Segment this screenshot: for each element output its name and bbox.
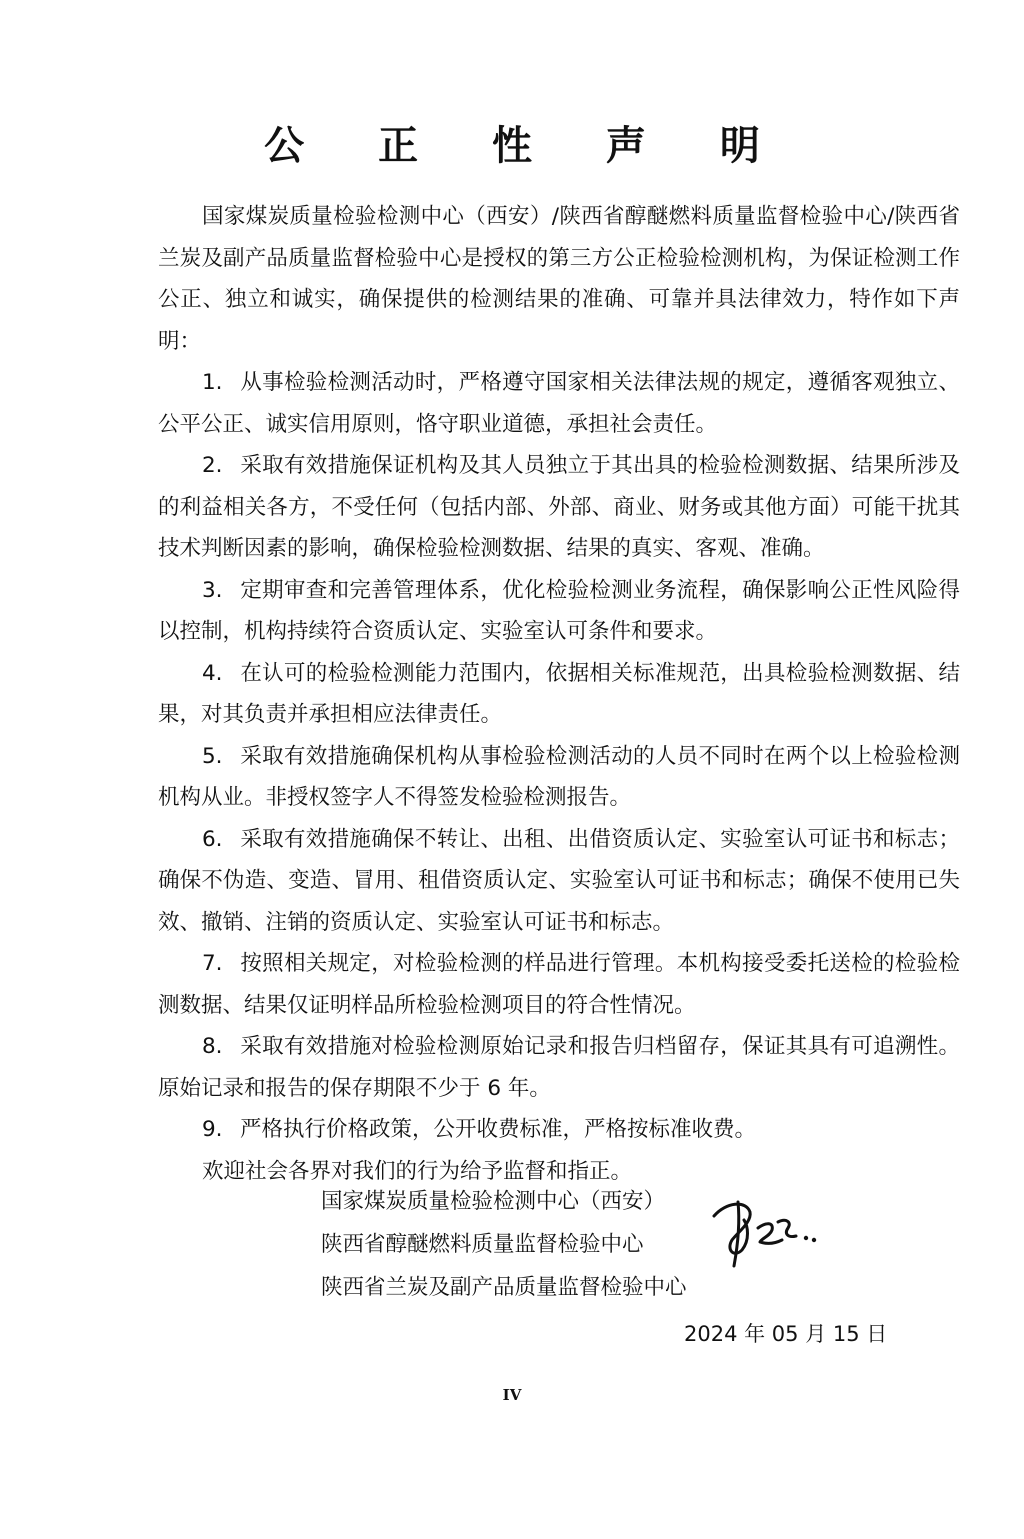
declaration-item-9 (158, 1109, 960, 1151)
declaration-item-4 (158, 653, 960, 736)
item-number: 9. (202, 1117, 223, 1142)
item-text: 从事检验检测活动时，严格遵守国家相关法律法规的规定，遵循客观独立、公平公正、诚实信用原则，恪守职业道德，承担社会责任。 (158, 370, 960, 437)
item-text: 在认可的检验检测能力范围内，依据相关标准规范，出具检验检测数据、结果，对其负责并承担相应法律责任。 (158, 660, 960, 727)
item-text: 按照相关规定，对检验检测的样品进行管理。本机构接受委托送检的检验检测数据、结果仅证明样品所检验检测项目的符合性情况。 (158, 951, 960, 1018)
handwritten-signature (708, 1192, 828, 1272)
declaration-item-2 (158, 445, 960, 570)
item-text: 严格执行价格政策，公开收费标准，严格按标准收费。 (240, 1117, 757, 1142)
item-text: 采取有效措施确保不转让、出租、出借资质认定、实验室认可证书和标志；确保不伪造、变造、冒用、租借资质认定、实验室认可证书和标志；确保不使用已失效、撤销、注销的资质认定、实验室认可证书和标志。 (158, 826, 960, 935)
closing-paragraph: 欢迎社会各界对我们的行为给予监督和指正。 (202, 1158, 633, 1184)
item-number: 7. (202, 951, 223, 976)
declaration-item-3 (158, 570, 960, 653)
item-text: 定期审查和完善管理体系，优化检验检测业务流程，确保影响公正性风险得以控制，机构持续符合资质认定、实验室认可条件和要求。 (158, 577, 960, 644)
item-number: 3. (202, 577, 223, 603)
item-number: 6. (202, 826, 223, 852)
declaration-item-6 (158, 819, 960, 944)
declaration-item-5 (158, 736, 960, 819)
signer-name: 国家煤炭质量检验检测中心（西安） (321, 1189, 666, 1214)
declaration-body (158, 196, 960, 1192)
page-number: IV (502, 1386, 522, 1404)
item-number: 4. (202, 660, 223, 686)
page-title: 公 正 性 声 明 (264, 123, 790, 169)
signer-block (321, 1180, 687, 1309)
item-number: 5. (202, 743, 223, 769)
intro-paragraph: 国家煤炭质量检验检测中心（西安）/陕西省醇醚燃料质量监督检验中心/陕西省兰炭及副产品质量监督检验中心是授权的第三方公正检验检测机构，为保证检测工作公正、独立和诚实，确保提供的检测结果的准确、可靠并具法律效力，特作如下声明： (158, 204, 960, 354)
declaration-item-7 (158, 943, 960, 1026)
item-text: 采取有效措施确保机构从事检验检测活动的人员不同时在两个以上检验检测机构从业。非授权签字人不得签发检验检测报告。 (158, 743, 960, 810)
document-date: 2024 年 05 月 15 日 (684, 1322, 888, 1346)
item-number: 1. (202, 370, 223, 395)
signer-name: 陕西省醇醚燃料质量监督检验中心 (321, 1232, 644, 1257)
declaration-item-1 (158, 362, 960, 445)
item-number: 2. (202, 453, 223, 478)
item-number: 8. (202, 1034, 223, 1059)
declaration-item-8 (158, 1026, 960, 1109)
signer-name: 陕西省兰炭及副产品质量监督检验中心 (321, 1275, 687, 1300)
item-text: 采取有效措施对检验检测原始记录和报告归档留存，保证其具有可追溯性。原始记录和报告的保存期限不少于 6 年。 (158, 1034, 960, 1101)
item-text: 采取有效措施保证机构及其人员独立于其出具的检验检测数据、结果所涉及的利益相关各方，不受任何（包括内部、外部、商业、财务或其他方面）可能干扰其技术判断因素的影响，确保检验检测数据、结果的真实、客观、准确。 (158, 453, 960, 561)
